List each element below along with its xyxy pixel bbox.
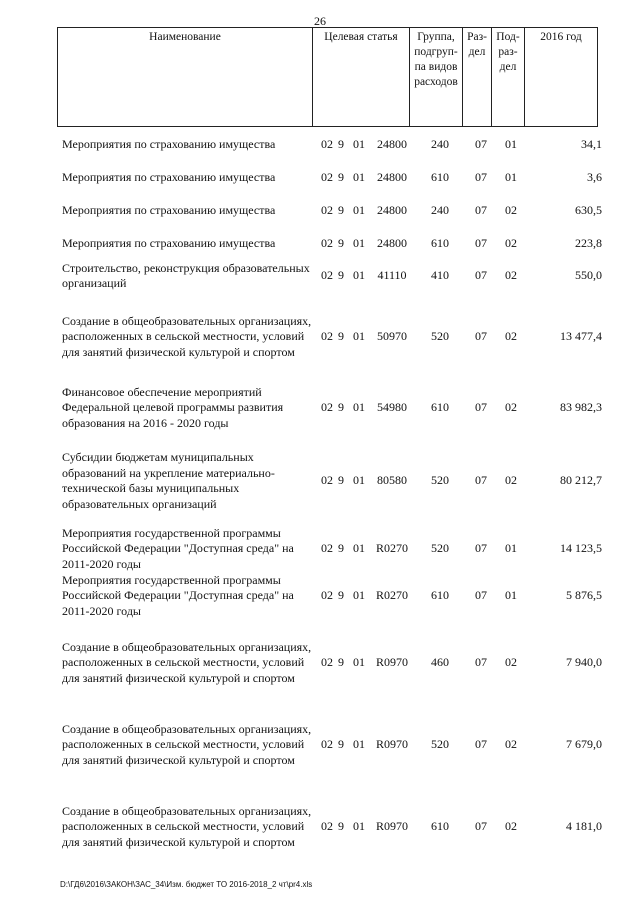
row-b: 9 [338,236,344,250]
row-amount: 34,1 [581,137,602,151]
row-amount: 4 181,0 [566,819,602,833]
row-b: 9 [338,473,344,487]
row-grp: 410 [431,268,449,282]
row-sec: 07 [475,473,487,487]
row-a: 02 [321,737,333,751]
row-d: 24800 [377,203,407,217]
row-amount: 14 123,5 [560,541,602,555]
row-a: 02 [321,170,333,184]
row-grp: 610 [431,400,449,414]
row-sec: 07 [475,329,487,343]
row-sec: 07 [475,236,487,250]
row-b: 9 [338,170,344,184]
row-c: 01 [353,268,365,282]
row-b: 9 [338,137,344,151]
row-amount: 80 212,7 [560,473,602,487]
row-b: 9 [338,203,344,217]
row-d: R0970 [375,819,408,833]
row-b: 9 [338,588,344,602]
row-name: Мероприятия по страхованию имущества [62,137,276,151]
row-sub: 02 [505,236,517,250]
row-d: R0970 [375,655,408,669]
row-sub: 01 [505,170,517,184]
row-grp: 240 [431,137,449,151]
row-b: 9 [338,400,344,414]
row-c: 01 [353,170,365,184]
page-number: 26 [314,14,326,28]
row-sub: 01 [505,137,517,151]
table-header [57,27,598,127]
row-c: 01 [353,737,365,751]
row-grp: 520 [431,541,449,555]
row-name: Создание в общеобразовательных организациях, расположенных в сельской местности, условий для занятий физической культурой и спортом [62,639,312,685]
row-grp: 520 [431,329,449,343]
row-a: 02 [321,137,333,151]
row-name: Строительство, реконструкция образовательных организаций [62,260,310,290]
row-a: 02 [321,268,333,282]
row-sub: 02 [505,737,517,751]
row-sub: 02 [505,400,517,414]
row-grp: 520 [431,737,449,751]
row-name: Мероприятия государственной программы Российской Федерации "Доступная среда" на 2011-2020 годы [62,572,294,618]
row-c: 01 [353,329,365,343]
row-b: 9 [338,541,344,555]
row-name: Мероприятия по страхованию имущества [62,203,276,217]
row-sub: 02 [505,819,517,833]
row-grp: 520 [431,473,449,487]
row-d: R0270 [375,541,408,555]
row-amount: 7 679,0 [566,737,602,751]
header-name: Наименование [58,28,313,127]
header-year: 2016 год [525,28,598,127]
row-sub: 02 [505,268,517,282]
row-sec: 07 [475,655,487,669]
row-grp: 610 [431,819,449,833]
row-sub: 01 [505,588,517,602]
row-sub: 02 [505,655,517,669]
row-a: 02 [321,473,333,487]
row-c: 01 [353,137,365,151]
row-c: 01 [353,236,365,250]
row-c: 01 [353,473,365,487]
row-d: 24800 [377,170,407,184]
header-subsection: Под-раз-дел [492,28,525,127]
row-grp: 460 [431,655,449,669]
row-amount: 83 982,3 [560,400,602,414]
row-c: 01 [353,400,365,414]
row-grp: 610 [431,588,449,602]
row-grp: 240 [431,203,449,217]
row-a: 02 [321,329,333,343]
row-b: 9 [338,268,344,282]
row-d: R0270 [375,588,408,602]
row-name: Субсидии бюджетам муниципальных образований на укрепление материально-технической базы муниципальных образовательных организаций [62,450,275,511]
row-sub: 02 [505,473,517,487]
row-c: 01 [353,541,365,555]
row-a: 02 [321,236,333,250]
row-name: Создание в общеобразовательных организациях, расположенных в сельской местности, условий для занятий физической культурой и спортом [62,803,312,849]
row-grp: 610 [431,236,449,250]
row-name: Мероприятия по страхованию имущества [62,170,276,184]
row-grp: 610 [431,170,449,184]
row-b: 9 [338,819,344,833]
row-d: 24800 [377,137,407,151]
header-section: Раз-дел [463,28,492,127]
row-amount: 630,5 [575,203,602,217]
row-name: Финансовое обеспечение мероприятий Федеральной целевой программы развития образования на 2016 - 2020 годы [62,384,284,430]
row-sec: 07 [475,400,487,414]
row-a: 02 [321,203,333,217]
row-sec: 07 [475,737,487,751]
row-sec: 07 [475,203,487,217]
row-amount: 550,0 [575,268,602,282]
row-d: 80580 [377,473,407,487]
row-sec: 07 [475,268,487,282]
header-group: Группа, подгруп-па видов расходов [410,28,463,127]
row-sub: 01 [505,541,517,555]
row-amount: 7 940,0 [566,655,602,669]
row-sec: 07 [475,819,487,833]
row-b: 9 [338,329,344,343]
row-sub: 02 [505,203,517,217]
row-b: 9 [338,655,344,669]
row-name: Создание в общеобразовательных организациях, расположенных в сельской местности, условий для занятий физической культурой и спортом [62,313,312,359]
row-a: 02 [321,400,333,414]
row-amount: 13 477,4 [560,329,602,343]
row-d: 54980 [377,400,407,414]
row-d: 50970 [377,329,407,343]
row-sec: 07 [475,170,487,184]
row-sec: 07 [475,588,487,602]
row-c: 01 [353,203,365,217]
row-d: R0970 [375,737,408,751]
row-sub: 02 [505,329,517,343]
row-amount: 223,8 [575,236,602,250]
row-a: 02 [321,819,333,833]
row-c: 01 [353,655,365,669]
row-c: 01 [353,588,365,602]
row-a: 02 [321,588,333,602]
row-b: 9 [338,737,344,751]
row-sec: 07 [475,137,487,151]
row-a: 02 [321,655,333,669]
row-name: Мероприятия государственной программы Российской Федерации "Доступная среда" на 2011-2020 годы [62,525,294,571]
row-amount: 5 876,5 [566,588,602,602]
row-amount: 3,6 [587,170,602,184]
row-name: Создание в общеобразовательных организациях, расположенных в сельской местности, условий для занятий физической культурой и спортом [62,721,312,767]
row-a: 02 [321,541,333,555]
row-c: 01 [353,819,365,833]
header-target: Целевая статья [313,28,410,127]
file-path-footer: D:\ГД6\2016\ЗАКОН\ЗАС_34\Изм. бюджет ТО 2016-2018_2 чт\pr4.xls [60,880,313,889]
row-sec: 07 [475,541,487,555]
row-d: 24800 [377,236,407,250]
row-d: 41110 [377,268,407,282]
row-name: Мероприятия по страхованию имущества [62,236,276,250]
